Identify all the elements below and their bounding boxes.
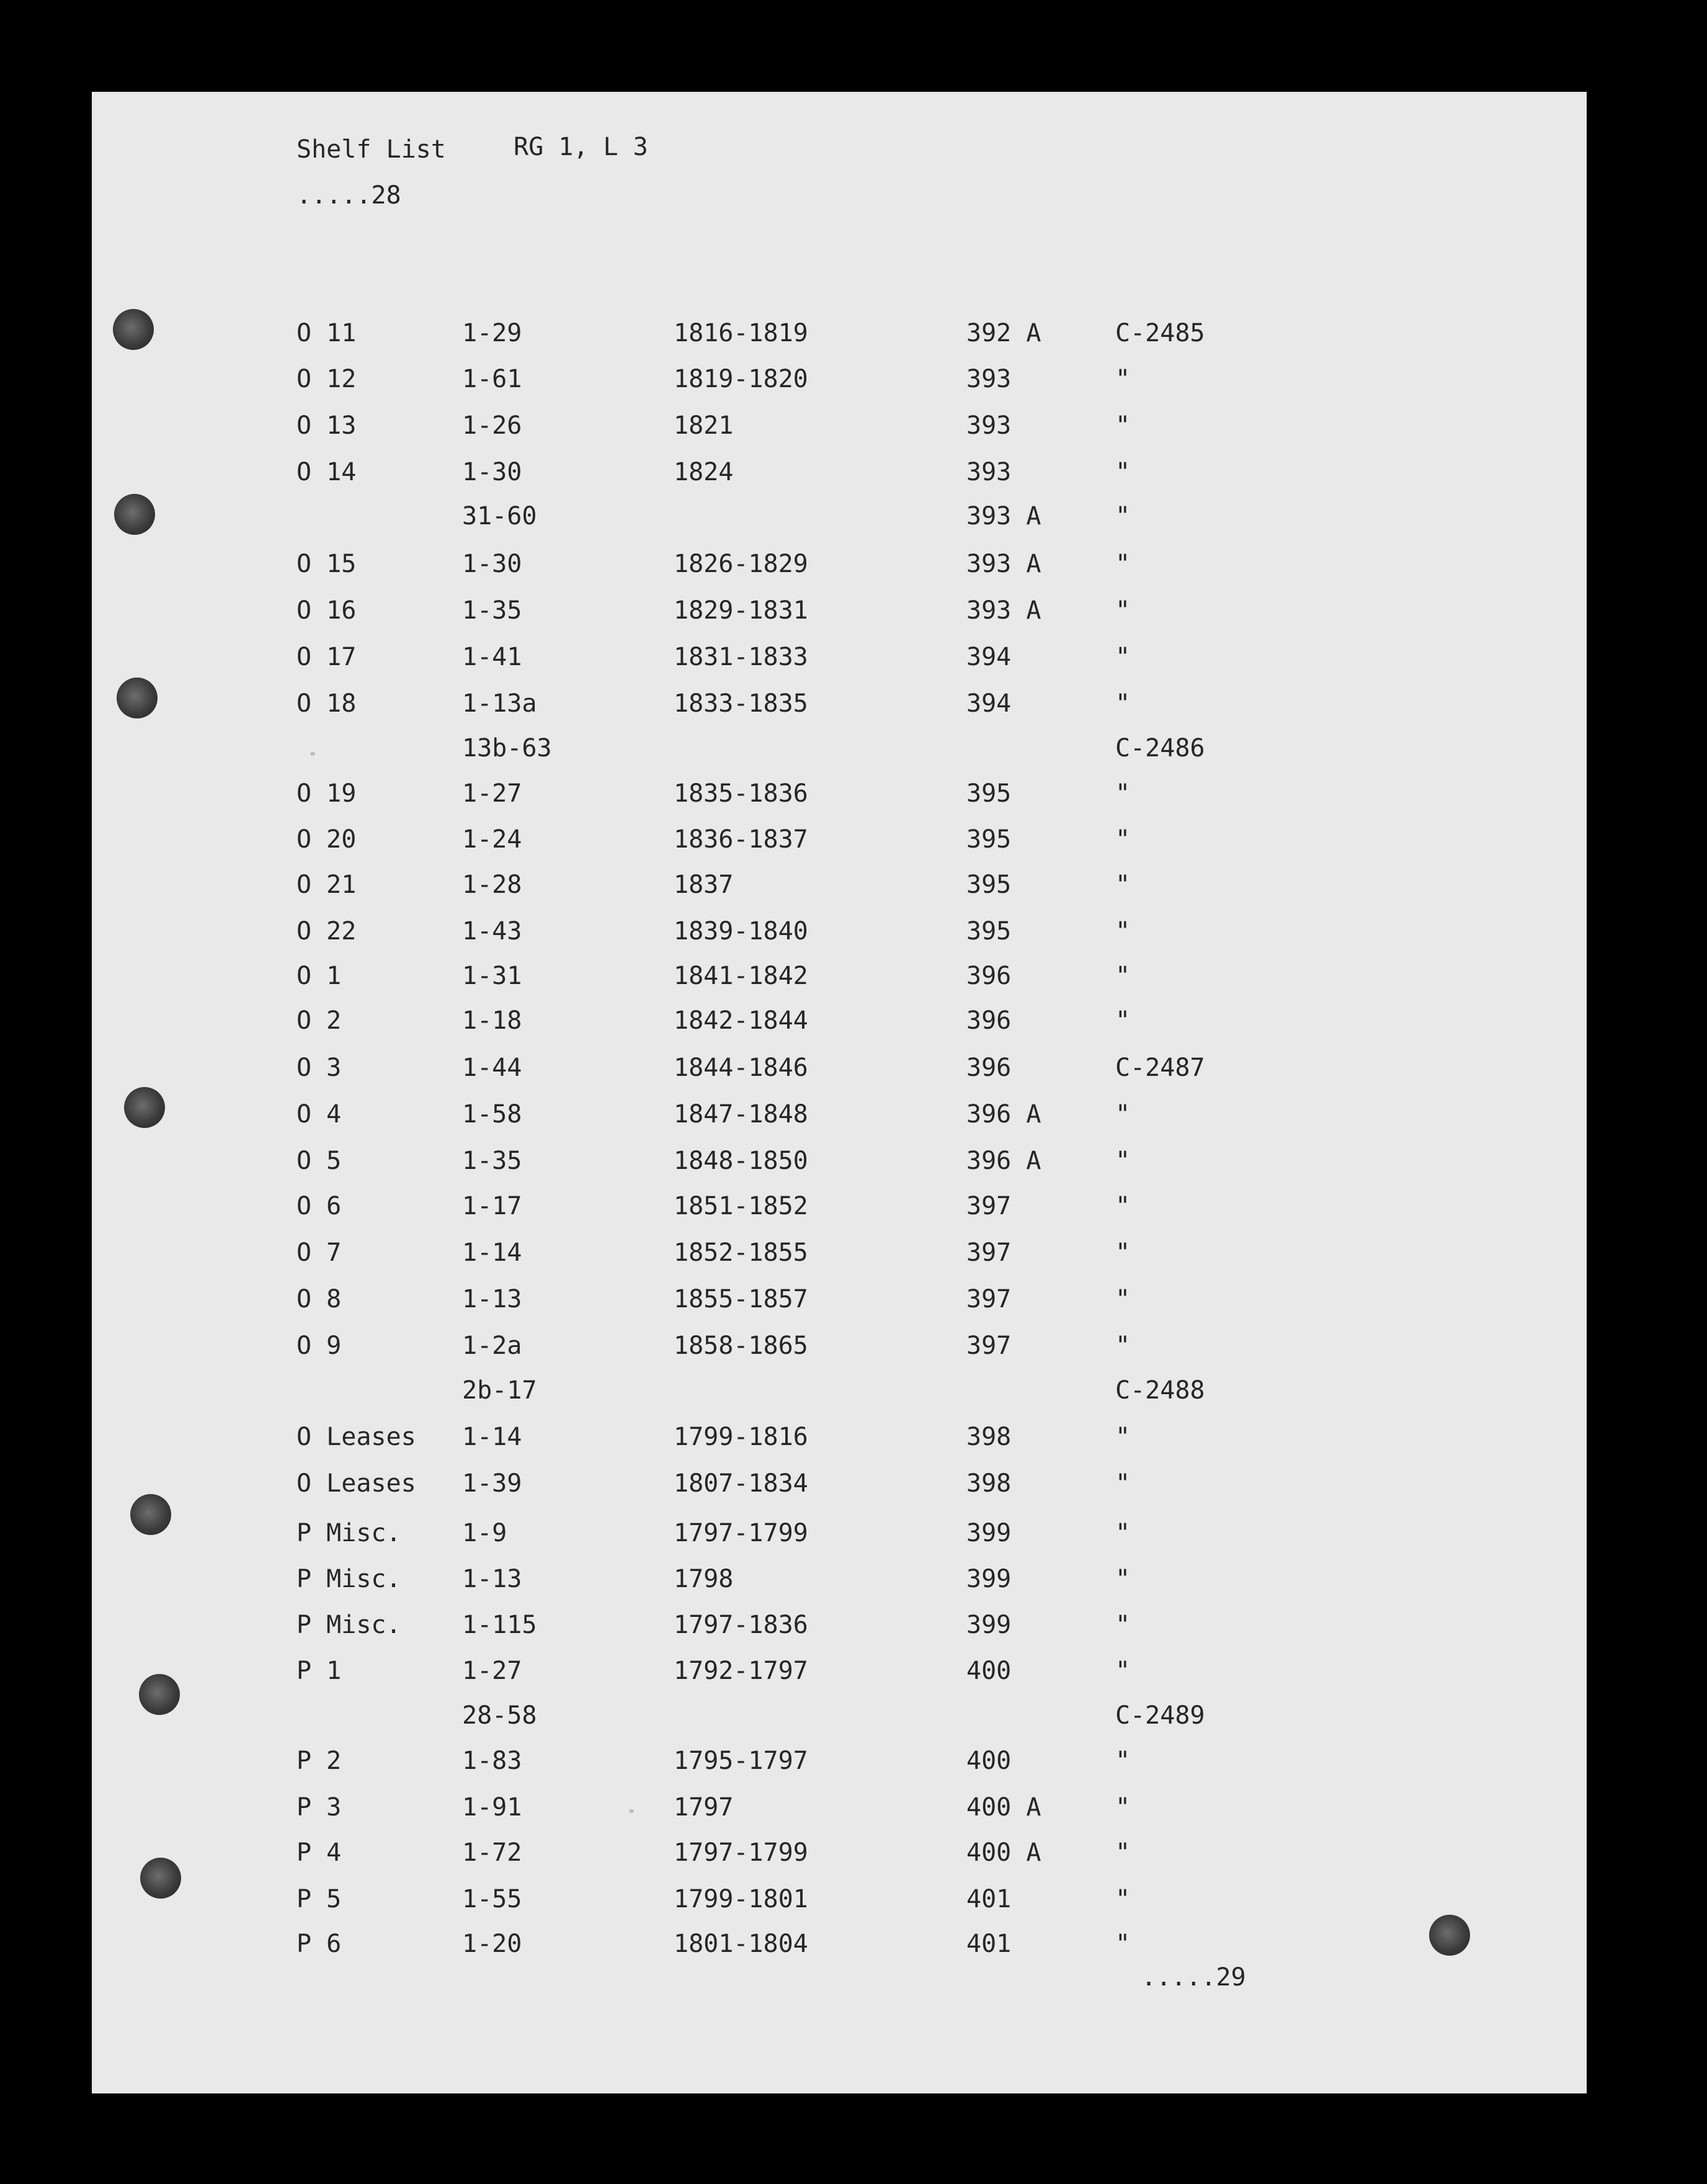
items-cell: 1-44 (462, 1054, 522, 1082)
table-row (92, 1469, 1587, 1506)
shelf-list-table (92, 92, 1587, 2093)
table-row (92, 1838, 1587, 1876)
dates-cell: 1848-1850 (674, 1147, 808, 1175)
reel-cell: " (1115, 1238, 1131, 1267)
table-row (92, 1054, 1587, 1091)
reel-cell: C-2488 (1115, 1376, 1205, 1405)
reel-cell: " (1115, 1285, 1131, 1314)
dates-cell: 1792-1797 (674, 1657, 808, 1685)
series-cell: P Misc. (296, 1565, 401, 1593)
reel-cell: " (1115, 917, 1131, 946)
items-cell: 31-60 (462, 502, 537, 530)
box-cell: 397 (966, 1285, 1012, 1314)
next-page-reference: .....29 (1141, 1963, 1246, 1992)
dates-cell: 1797 (674, 1793, 734, 1822)
dates-cell: 1841-1842 (674, 962, 808, 990)
items-cell: 1-17 (462, 1192, 522, 1220)
table-row (92, 1657, 1587, 1694)
table-row (92, 1747, 1587, 1784)
box-cell: 396 A (966, 1100, 1041, 1129)
table-row (92, 502, 1587, 539)
box-cell: 400 A (966, 1838, 1041, 1867)
dates-cell: 1847-1848 (674, 1100, 808, 1129)
series-cell: O 18 (296, 689, 357, 718)
reel-cell: " (1115, 1838, 1131, 1867)
box-cell: 399 (966, 1611, 1012, 1639)
items-cell: 28-58 (462, 1701, 537, 1730)
reel-cell: " (1115, 1565, 1131, 1593)
dates-cell: 1842-1844 (674, 1006, 808, 1035)
items-cell: 13b-63 (462, 734, 552, 763)
box-cell: 394 (966, 643, 1012, 671)
dates-cell: 1844-1846 (674, 1054, 808, 1082)
items-cell: 1-27 (462, 779, 522, 808)
table-row (92, 825, 1587, 862)
table-row (92, 1930, 1587, 1967)
punch-hole (113, 309, 154, 350)
punch-hole (139, 1674, 180, 1715)
items-cell: 1-43 (462, 917, 522, 946)
box-cell: 392 A (966, 319, 1041, 347)
series-cell: O 9 (296, 1331, 342, 1360)
dates-cell: 1837 (674, 870, 734, 899)
dates-cell: 1836-1837 (674, 825, 808, 854)
table-row (92, 1701, 1587, 1739)
dates-cell: 1795-1797 (674, 1747, 808, 1775)
items-cell: 1-26 (462, 411, 522, 440)
dates-cell: 1833-1835 (674, 689, 808, 718)
items-cell: 1-83 (462, 1747, 522, 1775)
series-cell: O Leases (296, 1423, 416, 1451)
table-row (92, 1519, 1587, 1556)
box-cell: 396 (966, 962, 1012, 990)
reel-cell: C-2487 (1115, 1054, 1205, 1082)
items-cell: 1-72 (462, 1838, 522, 1867)
reel-cell: " (1115, 1100, 1131, 1129)
series-cell: O 20 (296, 825, 357, 854)
series-cell: O 16 (296, 596, 357, 625)
dates-cell: 1852-1855 (674, 1238, 808, 1267)
table-row (92, 1331, 1587, 1369)
series-cell: O 11 (296, 319, 357, 347)
table-row (92, 689, 1587, 727)
box-cell: 397 (966, 1331, 1012, 1360)
box-cell: 400 A (966, 1793, 1041, 1822)
box-cell: 400 (966, 1657, 1012, 1685)
series-cell: O Leases (296, 1469, 416, 1498)
box-cell: 396 A (966, 1147, 1041, 1175)
items-cell: 1-35 (462, 1147, 522, 1175)
dates-cell: 1826-1829 (674, 550, 808, 578)
items-cell: 1-20 (462, 1930, 522, 1958)
dates-cell: 1824 (674, 458, 734, 486)
table-row (92, 365, 1587, 402)
reel-cell: " (1115, 1747, 1131, 1775)
table-row (92, 1147, 1587, 1184)
table-row (92, 643, 1587, 680)
series-cell: P 6 (296, 1930, 342, 1958)
box-cell: 395 (966, 779, 1012, 808)
series-cell: O 5 (296, 1147, 342, 1175)
reel-cell: " (1115, 458, 1131, 486)
table-row (92, 411, 1587, 449)
box-cell: 393 (966, 365, 1012, 393)
box-cell: 393 A (966, 502, 1041, 530)
series-cell: O 21 (296, 870, 357, 899)
reel-cell: " (1115, 1331, 1131, 1360)
paper-speck (310, 752, 315, 756)
reel-cell: " (1115, 550, 1131, 578)
box-cell: 399 (966, 1519, 1012, 1547)
table-row (92, 1611, 1587, 1648)
box-cell: 398 (966, 1469, 1012, 1498)
series-cell: O 6 (296, 1192, 342, 1220)
items-cell: 1-9 (462, 1519, 507, 1547)
dates-cell: 1797-1799 (674, 1838, 808, 1867)
dates-cell: 1797-1836 (674, 1611, 808, 1639)
series-cell: P Misc. (296, 1611, 401, 1639)
series-cell: O 4 (296, 1100, 342, 1129)
punch-hole (117, 678, 158, 718)
dates-cell: 1829-1831 (674, 596, 808, 625)
document-page (92, 92, 1587, 2093)
reel-cell: " (1115, 1006, 1131, 1035)
items-cell: 1-41 (462, 643, 522, 671)
items-cell: 1-13 (462, 1565, 522, 1593)
items-cell: 1-13a (462, 689, 537, 718)
items-cell: 1-39 (462, 1469, 522, 1498)
series-cell: O 13 (296, 411, 357, 440)
table-row (92, 319, 1587, 356)
items-cell: 1-29 (462, 319, 522, 347)
box-cell: 397 (966, 1238, 1012, 1267)
dates-cell: 1851-1852 (674, 1192, 808, 1220)
reel-cell: " (1115, 596, 1131, 625)
items-cell: 1-14 (462, 1423, 522, 1451)
box-cell: 395 (966, 870, 1012, 899)
series-cell: O 8 (296, 1285, 342, 1314)
items-cell: 1-14 (462, 1238, 522, 1267)
reel-cell: " (1115, 1930, 1131, 1958)
reel-cell: " (1115, 411, 1131, 440)
table-row (92, 1376, 1587, 1413)
box-cell: 398 (966, 1423, 1012, 1451)
dates-cell: 1807-1834 (674, 1469, 808, 1498)
series-cell: O 14 (296, 458, 357, 486)
items-cell: 1-24 (462, 825, 522, 854)
box-cell: 395 (966, 917, 1012, 946)
dates-cell: 1819-1820 (674, 365, 808, 393)
punch-hole (140, 1858, 181, 1899)
reel-cell: " (1115, 502, 1131, 530)
table-row (92, 1423, 1587, 1460)
reel-cell: " (1115, 643, 1131, 671)
series-cell: O 17 (296, 643, 357, 671)
page-title: Shelf List (296, 135, 446, 164)
items-cell: 1-13 (462, 1285, 522, 1314)
box-cell: 394 (966, 689, 1012, 718)
items-cell: 1-30 (462, 550, 522, 578)
box-cell: 396 (966, 1006, 1012, 1035)
series-cell: O 2 (296, 1006, 342, 1035)
items-cell: 1-18 (462, 1006, 522, 1035)
reel-cell: " (1115, 779, 1131, 808)
previous-page-reference: .....28 (296, 181, 401, 210)
dates-cell: 1858-1865 (674, 1331, 808, 1360)
items-cell: 1-27 (462, 1657, 522, 1685)
box-cell: 395 (966, 825, 1012, 854)
series-cell: P 1 (296, 1657, 342, 1685)
dates-cell: 1801-1804 (674, 1930, 808, 1958)
box-cell: 396 (966, 1054, 1012, 1082)
reel-cell: " (1115, 1611, 1131, 1639)
punch-hole (114, 494, 155, 535)
dates-cell: 1816-1819 (674, 319, 808, 347)
punch-hole (124, 1087, 165, 1128)
reel-cell: " (1115, 1147, 1131, 1175)
items-cell: 1-61 (462, 365, 522, 393)
series-cell: P Misc. (296, 1519, 401, 1547)
reel-cell: " (1115, 1192, 1131, 1220)
reel-cell: C-2485 (1115, 319, 1205, 347)
table-row (92, 1565, 1587, 1602)
reel-cell: C-2489 (1115, 1701, 1205, 1730)
table-row (92, 779, 1587, 817)
items-cell: 1-30 (462, 458, 522, 486)
reel-cell: " (1115, 1657, 1131, 1685)
series-cell: O 12 (296, 365, 357, 393)
box-cell: 401 (966, 1885, 1012, 1913)
reel-cell: " (1115, 365, 1131, 393)
reel-cell: " (1115, 1793, 1131, 1822)
table-row (92, 550, 1587, 587)
series-cell: P 3 (296, 1793, 342, 1822)
record-group-label: RG 1, L 3 (514, 133, 648, 161)
series-cell: O 19 (296, 779, 357, 808)
reel-cell: " (1115, 1519, 1131, 1547)
punch-hole (130, 1494, 171, 1535)
dates-cell: 1799-1816 (674, 1423, 808, 1451)
table-row (92, 596, 1587, 633)
table-row (92, 870, 1587, 908)
items-cell: 1-35 (462, 596, 522, 625)
table-row (92, 734, 1587, 771)
items-cell: 1-31 (462, 962, 522, 990)
dates-cell: 1797-1799 (674, 1519, 808, 1547)
items-cell: 1-55 (462, 1885, 522, 1913)
series-cell: O 7 (296, 1238, 342, 1267)
table-row (92, 1885, 1587, 1922)
box-cell: 401 (966, 1930, 1012, 1958)
series-cell: O 1 (296, 962, 342, 990)
box-cell: 393 (966, 411, 1012, 440)
box-cell: 393 A (966, 596, 1041, 625)
dates-cell: 1821 (674, 411, 734, 440)
series-cell: O 15 (296, 550, 357, 578)
box-cell: 399 (966, 1565, 1012, 1593)
dates-cell: 1799-1801 (674, 1885, 808, 1913)
box-cell: 397 (966, 1192, 1012, 1220)
table-row (92, 917, 1587, 954)
dates-cell: 1855-1857 (674, 1285, 808, 1314)
items-cell: 1-58 (462, 1100, 522, 1129)
dates-cell: 1798 (674, 1565, 734, 1593)
box-cell: 393 A (966, 550, 1041, 578)
series-cell: P 2 (296, 1747, 342, 1775)
table-row (92, 1100, 1587, 1137)
paper-speck (629, 1809, 634, 1813)
series-cell: O 3 (296, 1054, 342, 1082)
reel-cell: C-2486 (1115, 734, 1205, 763)
series-cell: O 22 (296, 917, 357, 946)
reel-cell: " (1115, 1469, 1131, 1498)
series-cell: P 4 (296, 1838, 342, 1867)
items-cell: 1-115 (462, 1611, 537, 1639)
items-cell: 1-28 (462, 870, 522, 899)
table-row (92, 1006, 1587, 1044)
items-cell: 2b-17 (462, 1376, 537, 1405)
table-row (92, 962, 1587, 999)
items-cell: 1-91 (462, 1793, 522, 1822)
table-row (92, 1238, 1587, 1276)
table-row (92, 1192, 1587, 1229)
items-cell: 1-2a (462, 1331, 522, 1360)
box-cell: 393 (966, 458, 1012, 486)
dates-cell: 1831-1833 (674, 643, 808, 671)
reel-cell: " (1115, 689, 1131, 718)
table-row (92, 1285, 1587, 1322)
dates-cell: 1839-1840 (674, 917, 808, 946)
box-cell: 400 (966, 1747, 1012, 1775)
reel-cell: " (1115, 1423, 1131, 1451)
dates-cell: 1835-1836 (674, 779, 808, 808)
reel-cell: " (1115, 825, 1131, 854)
reel-cell: " (1115, 962, 1131, 990)
reel-cell: " (1115, 870, 1131, 899)
table-row (92, 458, 1587, 495)
reel-cell: " (1115, 1885, 1131, 1913)
series-cell: P 5 (296, 1885, 342, 1913)
punch-hole (1429, 1915, 1470, 1956)
table-row (92, 1793, 1587, 1830)
